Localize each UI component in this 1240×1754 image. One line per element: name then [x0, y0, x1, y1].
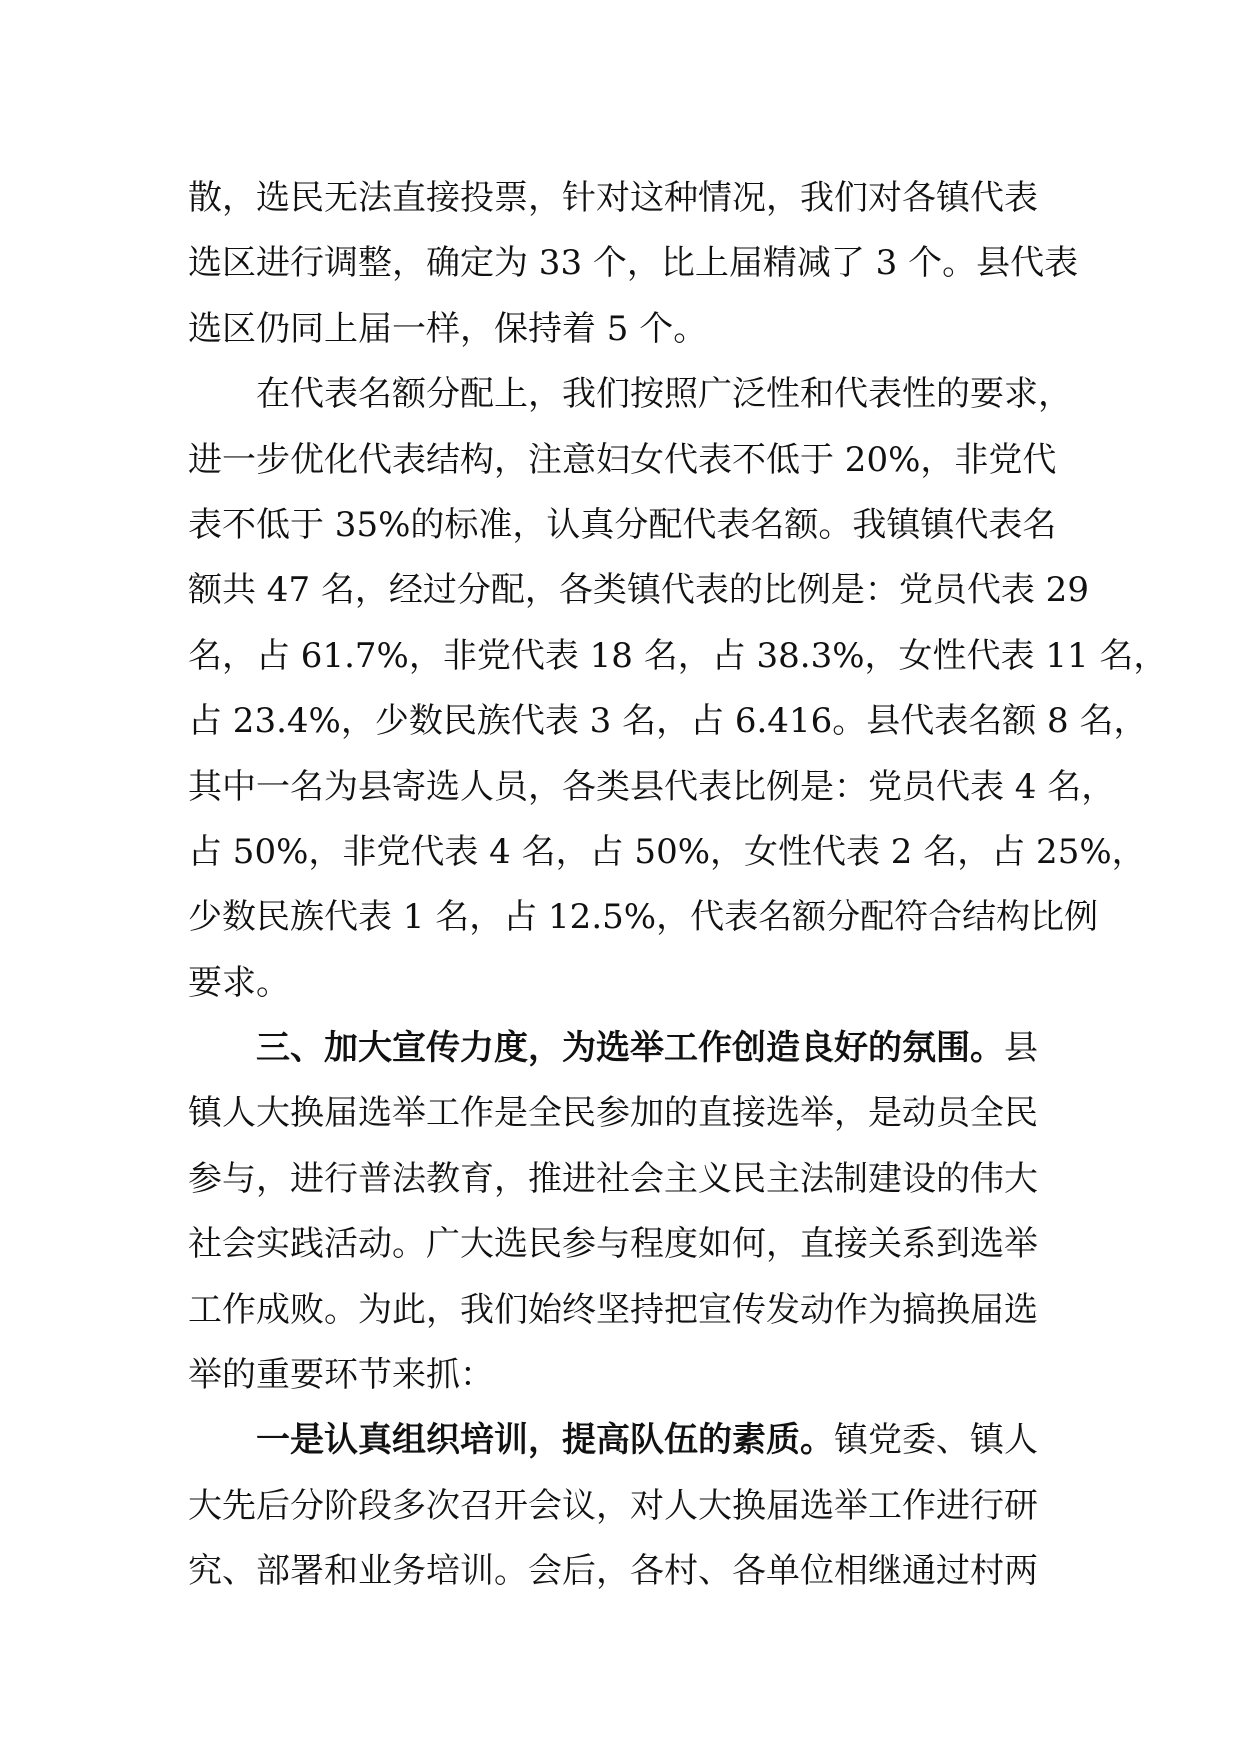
line-text: 散，选民无法直接投票，针对这种情况，我们对各镇代表 [188, 178, 1038, 218]
paragraph-first-line [188, 1408, 1088, 1473]
line-text: 工作成败。为此，我们始终坚持把宣传发动作为搞换届选 [188, 1289, 1038, 1330]
line-text: 表不低于 35%的标准，认真分配代表名额。我镇镇代表名 [188, 504, 1057, 545]
text-line [188, 1278, 1088, 1343]
line-text: 镇党委、镇人 [834, 1420, 1038, 1461]
text-line [188, 558, 1088, 623]
line-text: 选区进行调整，确定为 33 个，比上届精减了 3 个。县代表 [188, 243, 1079, 284]
text-line [188, 297, 1088, 362]
text-line [188, 1081, 1088, 1146]
paragraph-first-line [188, 1016, 1088, 1081]
text-line [188, 885, 1099, 950]
text-line [188, 1539, 1088, 1604]
line-text: 镇人大换届选举工作是全民参加的直接选举，是动员全民 [188, 1093, 1038, 1134]
line-text: 县 [1004, 1028, 1038, 1069]
paragraph-first-line [188, 362, 1088, 427]
subsection-heading: 一是认真组织培训，提高队伍的素质。 [256, 1420, 834, 1461]
text-line [188, 1474, 1088, 1539]
line-text: 占 23.4%，少数民族代表 3 名，占 6.416。县代表名额 8 名， [188, 701, 1148, 742]
text-line [188, 951, 1088, 1016]
line-text: 要求。 [188, 962, 290, 1003]
text-line [188, 231, 1088, 296]
text-line [188, 1343, 1088, 1408]
line-text: 额共 47 名，经过分配，各类镇代表的比例是：党员代表 29 [188, 570, 1089, 611]
text-line [188, 428, 1088, 493]
line-text: 参与，进行普法教育，推进社会主义民主法制建设的伟大 [188, 1158, 1038, 1199]
text-line [188, 166, 1088, 231]
line-text: 占 50%，非党代表 4 名，占 50%，女性代表 2 名，占 25%， [188, 831, 1146, 872]
line-text: 举的重要环节来抓： [188, 1355, 494, 1396]
line-text: 少数民族代表 1 名，占 12.5%，代表名额分配符合结构比例 [188, 897, 1099, 938]
line-text: 进一步优化代表结构，注意妇女代表不低于 20%，非党代 [188, 439, 1057, 480]
text-line [188, 1147, 1088, 1212]
line-text: 究、部署和业务培训。会后，各村、各单位相继通过村两 [188, 1551, 1038, 1592]
line-text: 大先后分阶段多次召开会议，对人大换届选举工作进行研 [188, 1485, 1038, 1526]
line-text: 其中一名为县寄选人员，各类县代表比例是：党员代表 4 名， [188, 766, 1116, 807]
document-body [188, 166, 1168, 1605]
text-line [188, 689, 1148, 754]
text-line [188, 820, 1146, 885]
text-line [188, 624, 1168, 689]
line-text: 在代表名额分配上，我们按照广泛性和代表性的要求， [256, 374, 1072, 415]
line-text: 选区仍同上届一样，保持着 5 个。 [188, 308, 708, 349]
line-text: 社会实践活动。广大选民参与程度如何，直接关系到选举 [188, 1224, 1038, 1265]
text-line [188, 1212, 1088, 1277]
line-text: 名，占 61.7%，非党代表 18 名，占 38.3%，女性代表 11 名， [188, 635, 1168, 676]
text-line [188, 493, 1088, 558]
text-line [188, 755, 1116, 820]
section-heading: 三、加大宣传力度，为选举工作创造良好的氛围。 [256, 1028, 1004, 1069]
